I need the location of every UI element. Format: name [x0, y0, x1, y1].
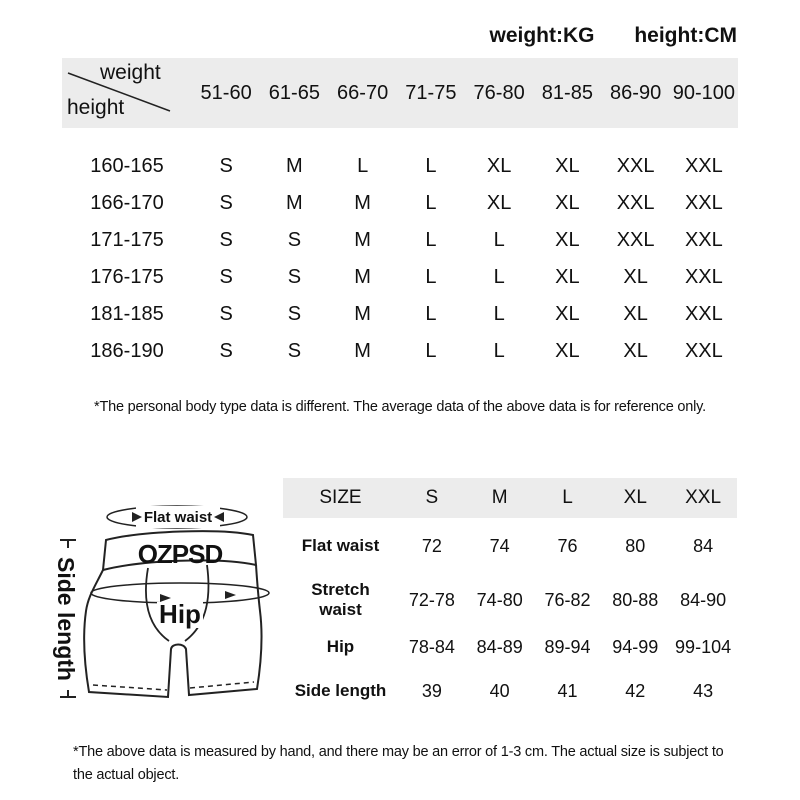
- measurement-cell: 99-104: [675, 636, 732, 657]
- size-cell: M: [286, 192, 303, 214]
- size-cell: L: [493, 229, 505, 251]
- size-cell: S: [287, 229, 302, 251]
- left-hem-stitching: [93, 685, 167, 690]
- size-cell: L: [425, 229, 437, 251]
- size-cell: M: [354, 266, 371, 288]
- measurement-cell: 76-82: [544, 589, 591, 610]
- weight-col-header: 81-85: [541, 81, 593, 104]
- size-cell: M: [354, 340, 371, 362]
- measurement-row-label: [283, 637, 398, 657]
- weight-col-header: 71-75: [405, 81, 457, 104]
- size-cell: XXL: [616, 155, 655, 177]
- flat-waist-label: Flat waist: [143, 509, 213, 526]
- height-row-label: 160-165: [90, 155, 164, 177]
- measurement-row-label: [283, 580, 398, 619]
- size-cell: L: [425, 303, 437, 325]
- size-cell: M: [354, 192, 371, 214]
- size-col-header: XXL: [685, 487, 722, 508]
- height-row-label: 181-185: [90, 303, 164, 325]
- height-row-label: 166-170: [90, 192, 164, 214]
- size-cell: S: [287, 303, 302, 325]
- table-row: [283, 668, 737, 714]
- measurement-cell: 42: [625, 680, 646, 701]
- size-cell: S: [287, 340, 302, 362]
- size-cell: L: [357, 155, 369, 177]
- size-cell: XL: [486, 155, 512, 177]
- right-hem-stitching: [190, 682, 254, 688]
- measurement-cell: 84-90: [680, 589, 727, 610]
- measure-note: [73, 741, 793, 787]
- weight-col-header: 90-100: [672, 81, 736, 104]
- size-chart-body: [62, 148, 738, 370]
- size-cell: XL: [555, 229, 580, 251]
- table-row: [62, 185, 738, 222]
- size-cell: XXL: [684, 303, 723, 325]
- size-cell: XXL: [684, 340, 723, 362]
- table-row: [62, 259, 738, 296]
- side-length-label: Side length: [53, 557, 79, 681]
- hip-label: Hip: [159, 599, 201, 629]
- table-row: [62, 333, 738, 370]
- corner-cell: [62, 58, 192, 128]
- size-cell: XL: [555, 340, 580, 362]
- measurement-cell: 72: [421, 535, 442, 556]
- size-cell: XL: [555, 155, 580, 177]
- measurement-cell: 80: [625, 535, 646, 556]
- measurement-row-label: [283, 536, 398, 556]
- size-cell: L: [425, 266, 437, 288]
- row-label-text: Hip: [326, 637, 355, 657]
- size-cell: XL: [486, 192, 512, 214]
- size-cell: XXL: [684, 192, 723, 214]
- measurement-row-label: [283, 681, 398, 701]
- weight-col-header: 86-90: [610, 81, 662, 104]
- corner-weight-label: weight: [100, 61, 161, 84]
- measurement-cell: 78-84: [408, 636, 455, 657]
- measurement-cell: 41: [557, 680, 578, 701]
- measurement-table-body: [283, 518, 737, 714]
- table-row: [283, 574, 737, 626]
- size-cell: L: [425, 340, 437, 362]
- measurement-cell: 76: [557, 535, 578, 556]
- measurement-cell: 84: [693, 535, 714, 556]
- size-cell: M: [354, 303, 371, 325]
- brand-logo: OZPSD: [137, 539, 223, 569]
- measurement-cell: 94-99: [612, 636, 659, 657]
- size-cell: XXL: [616, 229, 655, 251]
- height-row-label: 186-190: [90, 340, 164, 362]
- measure-note-line1: *The above data is measured by hand, and there may be an error of 1-3 cm. The actual size is subject to: [73, 744, 724, 760]
- size-cell: XL: [555, 192, 580, 214]
- size-cell: M: [354, 229, 371, 251]
- size-cell: S: [287, 266, 302, 288]
- height-row-label: 171-175: [90, 229, 164, 251]
- size-cell: S: [219, 340, 233, 362]
- size-chart-header-row: [62, 58, 738, 128]
- size-cell: L: [425, 192, 437, 214]
- size-cell: XL: [623, 340, 648, 362]
- measurement-cell: 74: [489, 535, 510, 556]
- table-row: [62, 296, 738, 333]
- size-cell: XL: [623, 266, 648, 288]
- row-label-text: Flat waist: [301, 536, 380, 556]
- row-label-text: Stretch waist: [311, 580, 370, 619]
- measurement-cell: 74-80: [476, 589, 523, 610]
- height-row-label: 176-175: [90, 266, 164, 288]
- measurement-cell: 72-78: [408, 589, 455, 610]
- size-cell: XL: [555, 303, 580, 325]
- measurement-cell: 43: [693, 680, 714, 701]
- arrow-right-icon: [225, 591, 236, 599]
- size-cell: M: [286, 155, 303, 177]
- size-cell: XL: [623, 303, 648, 325]
- weight-col-header: 76-80: [473, 81, 525, 104]
- size-cell: L: [493, 340, 505, 362]
- boxer-diagram: [30, 492, 290, 727]
- measure-note-line2: the actual object.: [73, 767, 180, 783]
- weight-unit-label: weight:KG: [489, 24, 595, 47]
- height-unit-label: height:CM: [634, 24, 737, 47]
- size-cell: S: [219, 266, 233, 288]
- size-col-header: L: [562, 487, 573, 508]
- units-note: [0, 24, 737, 48]
- size-col-header: XL: [623, 487, 647, 508]
- measurement-header-row: [283, 478, 737, 518]
- corner-height-label: height: [67, 96, 125, 119]
- measurement-cell: 39: [421, 680, 442, 701]
- size-cell: XXL: [684, 266, 723, 288]
- size-cell: XXL: [616, 192, 655, 214]
- weight-col-header: 51-60: [200, 81, 252, 104]
- measurement-cell: 80-88: [612, 589, 659, 610]
- measurement-cell: 40: [489, 680, 510, 701]
- size-cell: XXL: [684, 155, 723, 177]
- size-cell: S: [219, 155, 233, 177]
- weight-col-header: 61-65: [268, 81, 320, 104]
- table-row: [62, 222, 738, 259]
- size-cell: S: [219, 229, 233, 251]
- weight-col-header: 66-70: [337, 81, 389, 104]
- table-row: [62, 148, 738, 185]
- size-header-cell: SIZE: [319, 487, 362, 508]
- size-cell: XL: [555, 266, 580, 288]
- row-label-text: Side length: [294, 681, 387, 701]
- size-cell: S: [219, 192, 233, 214]
- size-cell: S: [219, 303, 233, 325]
- table-row: [283, 518, 737, 574]
- table-row: [283, 626, 737, 668]
- size-col-header: M: [491, 487, 508, 508]
- size-col-header: S: [425, 487, 439, 508]
- measurement-cell: 84-89: [476, 636, 523, 657]
- measurement-cell: 89-94: [544, 636, 591, 657]
- size-cell: L: [425, 155, 437, 177]
- reference-note: *The personal body type data is different. The average data of the above data is for reference only.: [94, 399, 706, 415]
- size-cell: L: [493, 266, 505, 288]
- size-cell: L: [493, 303, 505, 325]
- size-cell: XXL: [684, 229, 723, 251]
